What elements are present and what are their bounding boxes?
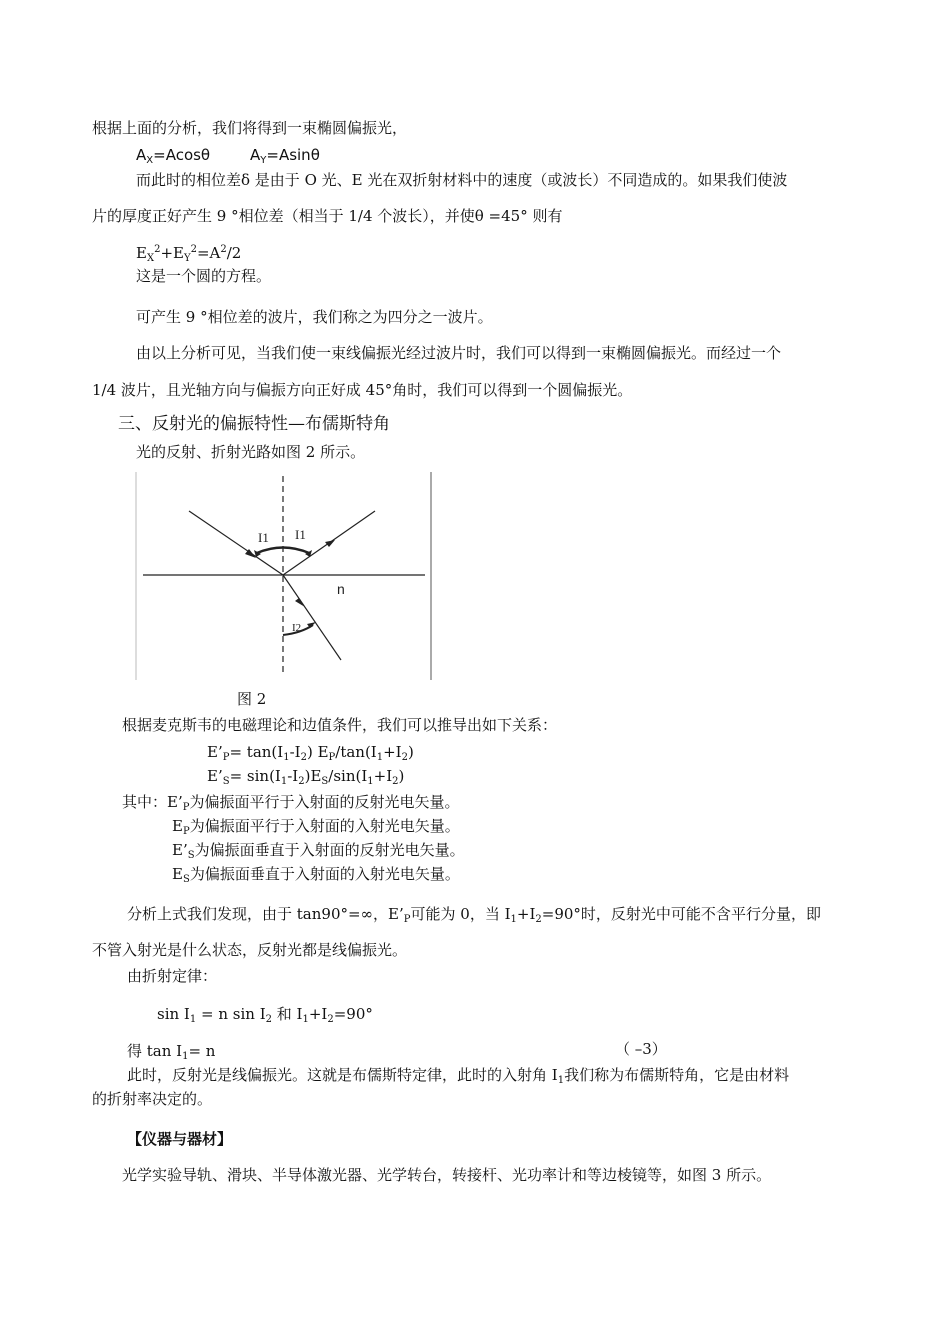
label-i2: I2 (292, 622, 302, 634)
paragraph-refraction-law: 由折射定律： (127, 967, 218, 985)
paragraph-phase-line2: 片的厚度正好产生 9 °相位差（相当于 1/4 个波长），并使θ =45° 则有 (92, 207, 563, 225)
label-i1-right: I1 (295, 527, 306, 542)
equation-snell: $\sin I_1 = n$ $\sin I_2$ 和 $I_1+I_2=90^\circ$ (157, 1005, 373, 1025)
section-title-brewster: 三、反射光的偏振特性—布儒斯特角 (118, 414, 390, 434)
definition-es-incident: $E_S$为偏振面垂直于入射面的入射光电矢量。 (172, 865, 460, 885)
paragraph-analysis-line2: 1/4 波片，且光轴方向与偏振方向正好成 45°角时，我们可以得到一个圆偏振光。 (92, 381, 633, 399)
equation-number: （ –3） (615, 1040, 667, 1058)
equation-es-reflected: $E’_S= \sin(I_1-I_2)E_S/\sin(I_1+I_2)$ (207, 767, 405, 787)
definition-ep-incident: $E_P$为偏振面平行于入射面的入射光电矢量。 (172, 817, 460, 837)
paragraph-maxwell: 根据麦克斯韦的电磁理论和边值条件，我们可以推导出如下关系： (122, 716, 558, 734)
paragraph-equipment-list: 光学实验导轨、滑块、半导体激光器、光学转台，转接杆、光功率计和等边棱镜等，如图 3 所示。 (122, 1166, 772, 1184)
paragraph-quarter-wave: 可产生 9 °相位差的波片，我们称之为四分之一波片。 (136, 308, 493, 326)
paragraph-tan90-line1: 分析上式我们发现，由于 tan90°=∞，$E’_P$可能为 0，当 $I_1+I_2=90^\circ$时，反射光中可能不含平行分量，即 (127, 905, 821, 925)
label-refractive-index: n (337, 581, 345, 597)
definition-es-reflected: $E’_S$为偏振面垂直于入射面的反射光电矢量。 (172, 841, 465, 861)
refracted-ray (283, 575, 341, 660)
section-title-equipment: 【仪器与器材】 (127, 1130, 233, 1148)
equation-brewster-tan: 得 $\tan I_1= n$ (127, 1042, 216, 1062)
paragraph-figure-ref: 光的反射、折射光路如图 2 所示。 (136, 443, 366, 461)
equation-ep-reflected: $E’_P= \tan(I_1-I_2)$ $E_P/\tan(I_1+I_2)$ (207, 743, 414, 763)
label-i1-left: I1 (258, 530, 269, 545)
paragraph-brewster-law-line1: 此时，反射光是线偏振光。这就是布儒斯特定律，此时的入射角 $I_1$我们称为布儒斯特角，它是由材料 (127, 1066, 790, 1086)
figure-caption: 图 2 (237, 690, 267, 708)
paragraph-analysis-line1: 由以上分析可见，当我们使一束线偏振光经过波片时，我们可以得到一束椭圆偏振光。而经过一个 (136, 344, 782, 362)
incident-ray (189, 511, 283, 575)
paragraph-circle-equation: 这是一个圆的方程。 (136, 267, 272, 285)
paragraph-tan90-line2: 不管入射光是什么状态，反射光都是线偏振光。 (92, 941, 408, 959)
equation-circle: $E_X^2+E_Y^2=A^2/2$ (136, 244, 242, 264)
equation-ax: $A_X=Acos\theta$ (136, 146, 211, 166)
figure-reflection-refraction (135, 470, 435, 682)
definition-ep-reflected: 其中：$E’_P$为偏振面平行于入射面的反射光电矢量。 (122, 793, 460, 813)
reflected-arrow-icon (325, 540, 335, 547)
paragraph-brewster-law-line2: 的折射率决定的。 (92, 1090, 213, 1108)
paragraph-phase-line1: 而此时的相位差δ 是由于 O 光、E 光在双折射材料中的速度（或波长）不同造成的。如果我们使波 (136, 171, 788, 189)
equation-ay: $A_Y=Asin\theta$ (250, 146, 320, 166)
paragraph-elliptical-intro: 根据上面的分析，我们将得到一束椭圆偏振光， (92, 119, 408, 137)
